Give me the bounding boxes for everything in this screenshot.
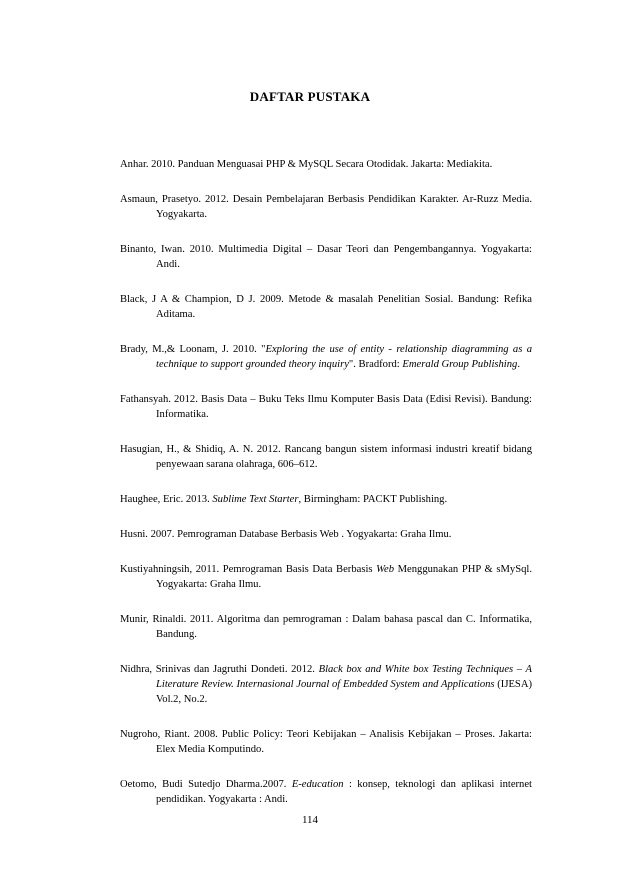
reference-italic-text: E-education bbox=[291, 779, 344, 790]
reference-text: Binanto, Iwan. 2010. Multimedia Digital – Dasar Teori dan Pengembangannya. Yogyakarta: Andi. bbox=[120, 244, 532, 270]
reference-text: : konsep, teknologi dan aplikasi internet pendidikan. Yogyakarta : Andi. bbox=[156, 779, 532, 805]
reference-text: (IJESA) Vol.2, No.2. bbox=[156, 679, 532, 705]
reference-text: Kustiyahningsih, 2011. Pemrograman Basis Data Berbasis bbox=[120, 564, 377, 575]
page-number: 114 bbox=[301, 814, 319, 826]
reference-entry bbox=[120, 342, 532, 372]
reference-text: Nidhra, Srinivas dan Jagruthi Dondeti. 2012. bbox=[120, 664, 319, 675]
reference-text: Husni. 2007. Pemrograman Database Berbasis Web . Yogyakarta: Graha Ilmu. bbox=[120, 529, 452, 540]
reference-list bbox=[120, 152, 532, 827]
reference-text: Anhar. 2010. Panduan Menguasai PHP & MySQL Secara Otodidak. Jakarta: Mediakita. bbox=[120, 159, 493, 170]
reference-text: Munir, Rinaldi. 2011. Algoritma dan pemrograman : Dalam bahasa pascal dan C. Informatika, Bandung. bbox=[120, 614, 532, 640]
reference-entry bbox=[120, 292, 532, 322]
reference-entry bbox=[120, 392, 532, 422]
reference-entry bbox=[120, 442, 532, 472]
reference-italic-text: Black box and White box Testing Techniques – A Literature Review. Internasional Journal of Embedded System and Applications bbox=[156, 664, 532, 690]
reference-entry bbox=[120, 492, 532, 507]
reference-italic-text: Exploring the use of entity - relationship diagramming as a technique to support grounded theory inquiry bbox=[156, 344, 532, 370]
reference-italic-text: Web bbox=[376, 564, 394, 575]
reference-entry bbox=[120, 152, 532, 178]
reference-entry bbox=[120, 727, 532, 757]
reference-text: Oetomo, Budi Sutedjo Dharma.2007. bbox=[120, 779, 292, 790]
reference-entry bbox=[120, 777, 532, 807]
reference-entry bbox=[120, 612, 532, 642]
reference-entry bbox=[120, 192, 532, 222]
reference-text: Hasugian, H., & Shidiq, A. N. 2012. Rancang bangun sistem informasi industri kreatif bidang penyewaan sarana olahraga, 606–612. bbox=[120, 444, 532, 470]
reference-entry bbox=[120, 662, 532, 707]
reference-text: , Birmingham: PACKT Publishing. bbox=[298, 494, 448, 505]
reference-text: Menggunakan PHP & sMySql. Yogyakarta: Graha Ilmu. bbox=[156, 564, 532, 590]
reference-text: Fathansyah. 2012. Basis Data – Buku Teks Ilmu Komputer Basis Data (Edisi Revisi). Bandung: Informatika. bbox=[120, 394, 532, 420]
page-title: DAFTAR PUSTAKA bbox=[249, 89, 371, 104]
reference-entry bbox=[120, 562, 532, 592]
reference-entry bbox=[120, 242, 532, 272]
reference-text: Brady, M.,& Loonam, J. 2010. " bbox=[120, 344, 266, 355]
reference-italic-text: Emerald Group Publishing bbox=[402, 359, 518, 370]
reference-text: . bbox=[517, 359, 521, 370]
reference-text: ". Bradford: bbox=[348, 359, 403, 370]
reference-entry bbox=[120, 527, 532, 542]
reference-text: Black, J A & Champion, D J. 2009. Metode & masalah Penelitian Sosial. Bandung: Refika Aditama. bbox=[120, 294, 532, 320]
reference-text: Haughee, Eric. 2013. bbox=[120, 494, 213, 505]
reference-text: Asmaun, Prasetyo. 2012. Desain Pembelajaran Berbasis Pendidikan Karakter. Ar-Ruzz Media. Yogyakarta. bbox=[120, 194, 532, 220]
reference-italic-text: Sublime Text Starter bbox=[212, 494, 299, 505]
reference-text: Nugroho, Riant. 2008. Public Policy: Teori Kebijakan – Analisis Kebijakan – Proses. Jakarta: Elex Media Komputindo. bbox=[120, 729, 532, 755]
